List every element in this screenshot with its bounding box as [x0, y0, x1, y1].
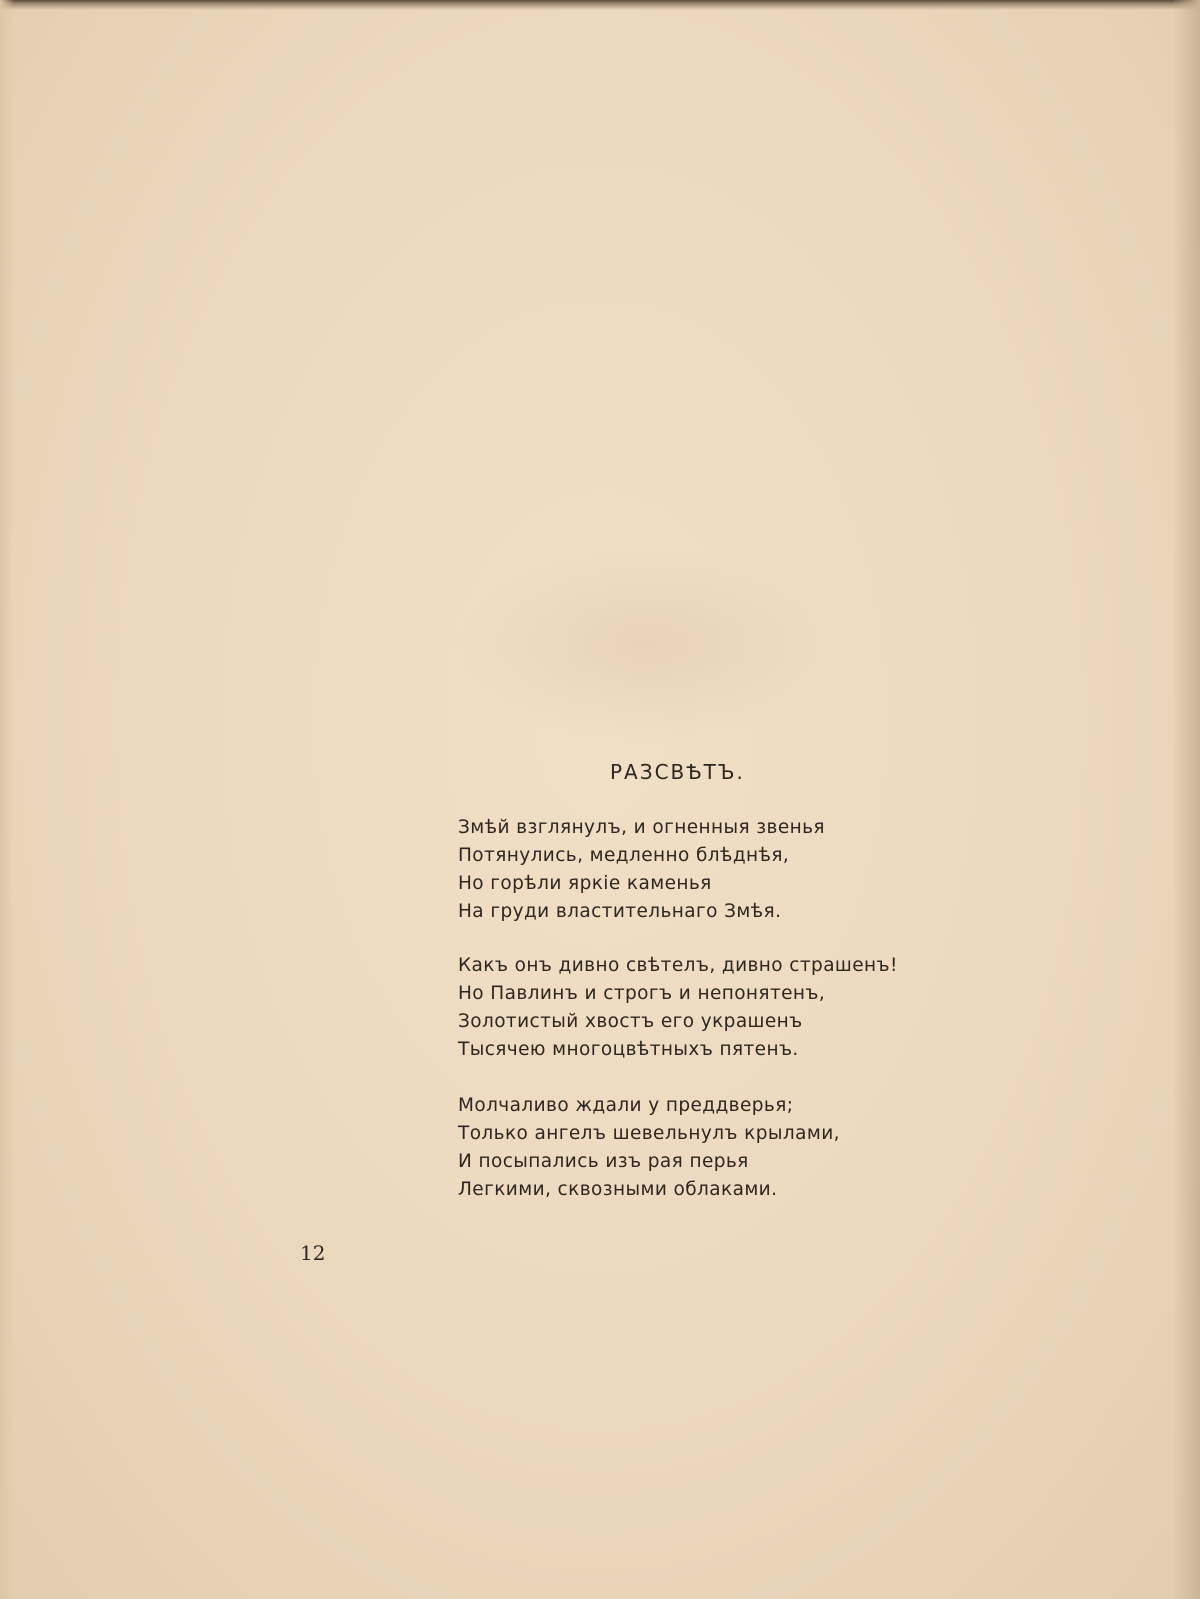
- ink-show-through: [455, 545, 835, 745]
- page-number: 12: [300, 1241, 326, 1265]
- poem-line: Легкими, сквозными облаками.: [458, 1179, 778, 1200]
- poem-line: Тысячею многоцвѣтныхъ пятенъ.: [458, 1039, 799, 1060]
- poem-line: Но Павлинъ и строгъ и непонятенъ,: [458, 983, 826, 1004]
- poem-line: Золотистый хвостъ его украшенъ: [458, 1011, 803, 1032]
- poem-line: И посыпались изъ рая перья: [458, 1151, 749, 1172]
- poem-title: РАЗСВѢТЪ.: [610, 760, 745, 784]
- stanza-1: [458, 814, 825, 926]
- poem-line: Но горѣли яркіе каменья: [458, 873, 712, 894]
- poem-line: Какъ онъ дивно свѣтелъ, дивно страшенъ!: [458, 955, 898, 976]
- poem-line: На груди властительнаго Змѣя.: [458, 901, 782, 922]
- stanza-3: [458, 1092, 840, 1204]
- page-edge-shadow: [0, 0, 14, 1599]
- poem-line: Только ангелъ шевельнулъ крылами,: [458, 1123, 840, 1144]
- poem-line: Молчаливо ждали у преддверья;: [458, 1095, 794, 1116]
- stanza-2: [458, 952, 898, 1064]
- poem-line: Потянулись, медленно блѣднѣя,: [458, 845, 790, 866]
- poem-line: Змѣй взглянулъ, и огненныя звенья: [458, 817, 825, 838]
